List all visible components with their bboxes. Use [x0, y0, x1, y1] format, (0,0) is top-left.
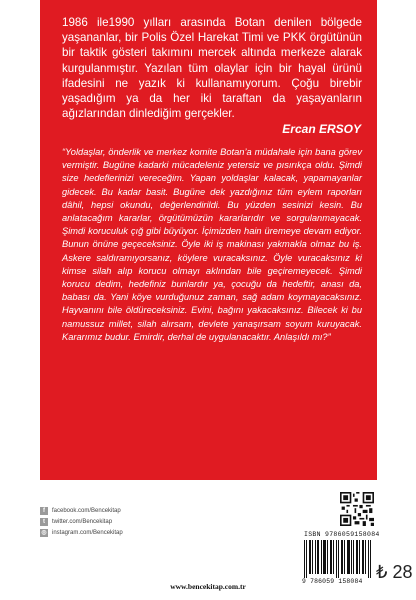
publisher-website[interactable]: www.bencekitap.com.tr — [170, 582, 246, 591]
quote-paragraph: “Yoldaşlar, önderlik ve merkez komite Botan’a müdahale için bana görev vermiştir. Bugüne kadarki mücadeleniz yetersiz ve pısırıkça oldu. Şimdi size hedeflerinizi vereceğim. Yapan yoldaşlar kalacak, yapamayanlar gidecek. Bu kadar basit. Bugüne dek yazdığınız tüm eylem raporları dâhil, hepsi okundu, değerlendirildi. Bu yüzden sesinizi kesin. Bu anlatacağım kararlar, örgütümüzün kararlarıdır ve sorgulanmayacak. Şimdi koruculuk çığ gibi büyüyor. İçimizden hain üremeye devam ediyor. Bunun önüne geçeceksiniz. Öyle iki iş makinası yakmakla olmaz bu iş. Askere saldıramıyorsanız, köylere vuracaksınız. Öyle vuracaksınız ki kimse silah alıp korucu olmayı aklından bile geçiremeyecek. Şimdi korucu dedim, hedefiniz bunlardır ya, çocuğu da hedeftir, anası da, babası da. Yani köye vurduğunuz zaman, sağ adam koymayacaksınız. Hayvanını bile öldüreceksiniz. Evini, bağını yakacaksınız. Bilecek ki bu namussuz millet, silah alırsam, devlete yanaşırsam soyum kuruyacak. Kararımız budur. Emirdir, derhal de uygulanacaktır. Anlaşıldı mı?” — [62, 147, 362, 342]
social-facebook[interactable] — [40, 505, 123, 516]
barcode-icon — [302, 540, 374, 578]
twitter-url: twitter.com/Bencekitap — [52, 518, 113, 525]
isbn-label: ISBN 9786059158084 — [304, 531, 380, 538]
red-text-panel — [40, 0, 377, 480]
facebook-icon: f — [40, 507, 48, 515]
instagram-url: instagram.com/Bencekitap — [52, 529, 123, 536]
qr-code-icon — [340, 492, 374, 526]
barcode-digits: 9 786059 158084 — [302, 578, 363, 585]
instagram-icon: ◎ — [41, 529, 47, 536]
social-links — [40, 505, 123, 538]
intro-paragraph: 1986 ile1990 yılları arasında Botan denilen bölgede yaşananlar, bir Polis Özel Harekat Timi ve PKK örgütünün bir taktik gösteri takımını mercek altında merkeze alarak kurgulanmıştır. Yazılan tüm olaylar için bir hayal ürünü ifadesini ne yazık ki kullanamıyorum. Çoğu birebir yaşadığım ya da her iki taraftan da yaşayanların ağızlarından dinlediğim gerçekler. — [62, 16, 362, 121]
social-instagram[interactable] — [40, 527, 123, 538]
author-name: Ercan ERSOY — [282, 122, 361, 136]
facebook-url: facebook.com/Bencekitap — [52, 507, 121, 514]
price-label: ₺ 28 — [376, 562, 413, 582]
social-twitter[interactable] — [40, 516, 123, 527]
twitter-icon: t — [40, 518, 48, 526]
